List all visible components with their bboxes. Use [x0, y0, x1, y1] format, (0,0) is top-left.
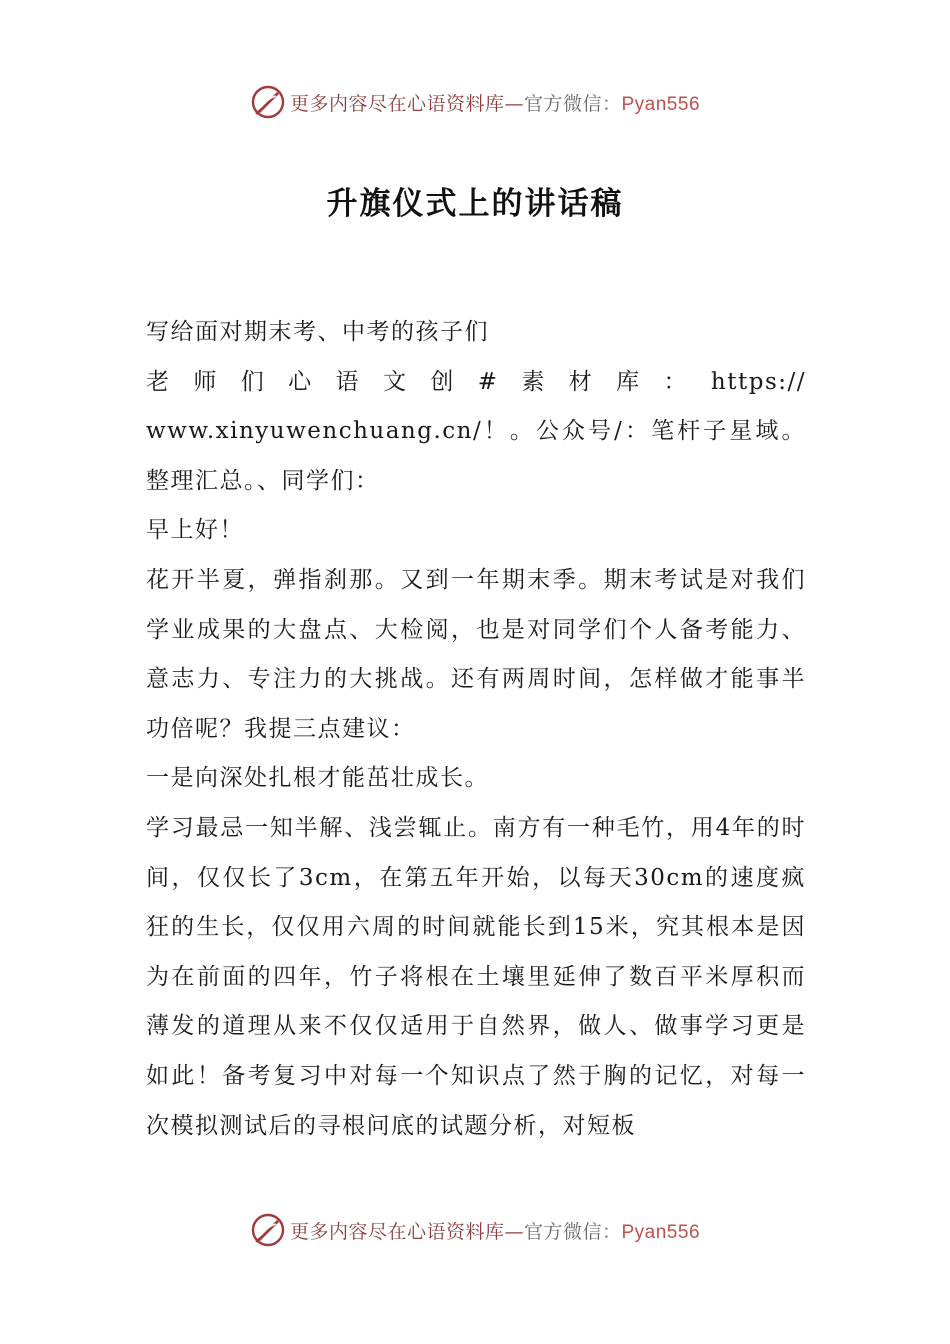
quill-logo-icon — [250, 1212, 286, 1248]
paragraph: www.xinyuwenchuang.cn/！。公众号/：笔杆子星域。整理汇总。、同学们： — [146, 418, 806, 494]
paragraph: 写给面对期末考、中考的孩子们 — [146, 319, 489, 345]
page-title: 升旗仪式上的讲话稿 — [326, 186, 624, 222]
quill-logo-icon — [250, 84, 286, 120]
paragraph: 早上好！ — [146, 517, 244, 544]
footer-site: 更多内容尽在心语资料库 — [289, 1220, 505, 1243]
paragraph: 学习最忌一知半解、浅尝辄止。南方有一种毛竹，用4年的时间，仅仅长了3cm，在第五年开始，以每天30cm的速度疯狂的生长，仅仅用六周的时间就能长到15米，究其根本是因为在前面的四年，竹子将根在土壤里延伸了数百平米厚积而薄发的道理从来不仅仅适用于自然界，做人、做事学习更是如此！备考复习中对每一个知识点了然于胸的记忆，对每一次模拟测试后的寻根问底的试题分析，对短板 — [146, 814, 806, 1139]
header-wechat-label: 官方微信： — [523, 92, 622, 115]
document-body — [146, 308, 806, 1151]
header-wechat-id: Pyan556 — [621, 93, 701, 115]
header-banner — [0, 82, 950, 122]
header-text — [290, 89, 700, 116]
footer-banner — [0, 1210, 950, 1250]
footer-text — [290, 1217, 700, 1244]
paragraph: 一是向深处扎根才能茁壮成长。 — [146, 765, 489, 792]
paragraph: 老师们心语文创#素材库：https:// — [146, 368, 806, 395]
header-dash: — — [504, 92, 524, 115]
footer-wechat-label: 官方微信： — [523, 1220, 622, 1243]
header-site: 更多内容尽在心语资料库 — [289, 92, 505, 115]
footer-dash: — — [504, 1220, 524, 1243]
paragraph: 花开半夏，弹指刹那。又到一年期末季。期末考试是对我们学业成果的大盘点、大检阅，也是对同学们个人备考能力、意志力、专注力的大挑战。还有两周时间，怎样做才能事半功倍呢？我提三点建议： — [146, 566, 806, 742]
footer-wechat-id: Pyan556 — [621, 1221, 701, 1243]
